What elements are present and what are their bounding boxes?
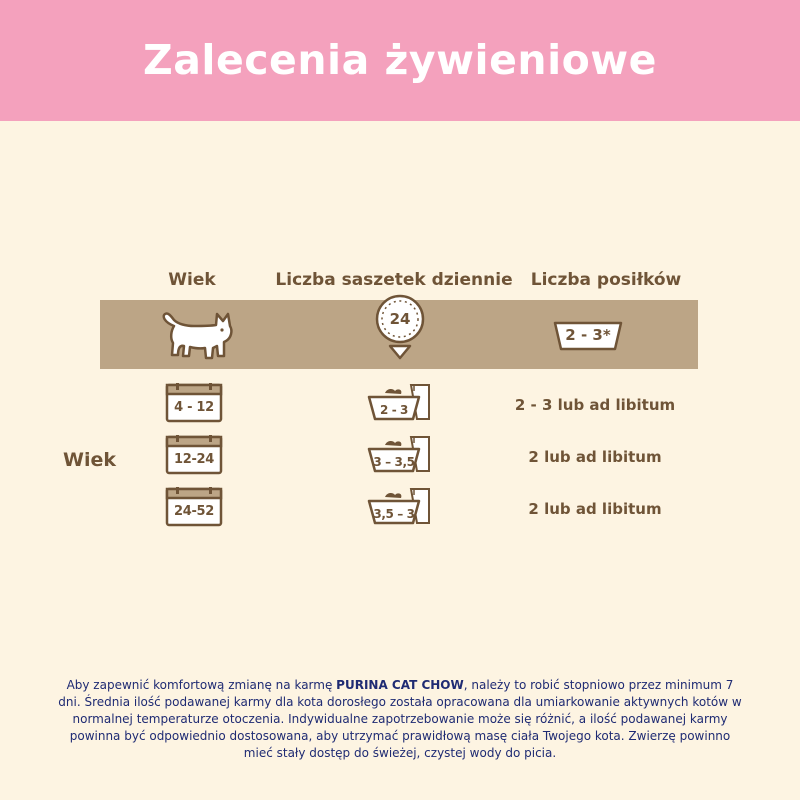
age-calendar-icon [165,435,223,475]
footnote-brand: PURINA CAT CHOW [336,678,464,692]
meals-value: 2 lub ad libitum [528,500,662,518]
clock-24h-icon [373,294,429,378]
age-value: 12-24 [173,452,215,467]
sachet-value: 2 - 3 [379,403,409,417]
meal-bowl-badge-icon [553,319,623,357]
sachet-bowl-icon [367,381,433,423]
meals-value: 2 lub ad libitum [528,448,662,466]
row-group-label: Wiek [63,449,116,471]
sachet-bowl-icon [367,485,433,527]
meal-bowl-badge-label: 2 - 3* [565,326,611,344]
column-header-meals: Liczba posiłków [530,270,682,290]
meals-value: 2 - 3 lub ad libitum [514,396,676,414]
clock-label: 24 [389,310,411,328]
age-value: 24-52 [173,504,215,519]
age-calendar-icon [165,383,223,423]
footnote-text [55,677,745,762]
footnote-part1: Aby zapewnić komfortową zmianę na karmę [66,678,337,692]
kitten-icon [160,308,238,368]
age-value: 4 - 12 [174,400,214,415]
header-banner [0,0,800,121]
sachet-value: 3 – 3,5 [373,455,415,469]
column-header-age: Wiek [168,270,216,290]
age-calendar-icon [165,487,223,527]
sachet-value: 3,5 – 3 [373,507,415,521]
column-header-sachets: Liczba saszetek dziennie [275,270,513,290]
footnote-part2: , należy to robić stopniowo przez minimum 7 dni. Średnia ilość podawanej karmy dla kota dorosłego została opracowana dla umiarkowanie aktywnych kotów w normalnej temperaturze otoczenia. Indywidualne zapotrzebowanie może się różnić, a ilość podawanej karmy powinna być odpowiednio dostosowana, aby utrzymać prawidłową masę ciała Twojego kota. Zwierzę powinno mieć stały dostęp do świeżej, czystej wody do picia. [58,678,742,760]
page-title: Zalecenia żywieniowe [143,35,657,84]
sachet-bowl-icon [367,433,433,475]
